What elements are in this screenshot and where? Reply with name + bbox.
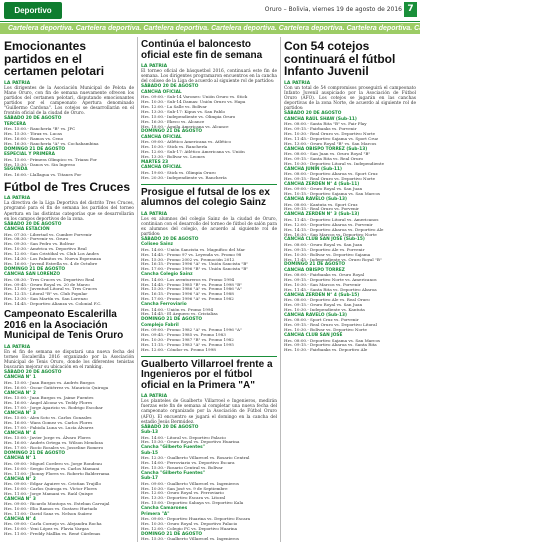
schedule-heading: CANCHA N° 4 — [4, 430, 36, 436]
article-title: Prosigue el futsal de los ex alumnos del colegio Sainz — [141, 186, 270, 208]
schedule-line: Hrs. 15:30.- Tórax vs. Lucas — [4, 131, 63, 137]
schedule-line: Hrs. 10:30.- Deportivo Litoral vs. Independiente — [284, 160, 384, 166]
schedule-line: Hrs. 09:00.- Atlético Americana vs. Atlético — [141, 139, 231, 145]
schedule-heading: SÁBADO 20 DE AGOSTO — [141, 84, 199, 90]
schedule-line: Hrs. 08:00.- Kantuta vs. Sport Cruz — [284, 201, 358, 207]
article-tenis — [4, 310, 134, 537]
schedule-line: Hrs. 19:00.- Stick vs. Olimpia Oruro — [141, 169, 216, 175]
schedule-line: Hrs. 15:00.- Deportivo Sabaya vs. Deportivo Kala — [141, 500, 244, 506]
schedule-line: Hrs. 17:00.- Promo 1996 "B" vs. Unión Sancista "B" — [141, 266, 249, 272]
schedule-line: Hrs. 09:00.- Carla Cornejo vs. Alejandra Rocha — [4, 521, 102, 527]
schedule-line: Hrs. 17:00.- Rocío Rosales vs. Josseline Romero — [4, 445, 104, 451]
schedule-line: Hrs. 13:00.- Oruro Royal "B" vs. San Marcos — [284, 140, 377, 146]
schedule-list — [141, 237, 277, 353]
schedule-line: Hrs. 10:00.- Elio Ramos vs. Gustavo Hurtado — [4, 505, 98, 511]
section-band: Cartelera deportiva. Cartelera deportiva. Cartelera deportiva. Cartelera deportiva. Cartelera deportiva. Cartelera deportiva. Cartelera deportiva. Cartelera deportiva. — [0, 23, 420, 34]
schedule-line: Hrs. 16:00.- Juvenil Estrella vs. 4 de Octubre — [4, 260, 98, 266]
schedule-line: Hrs. 10:00.- Yeni López vs. Flavia Vargas — [4, 526, 89, 532]
schedule-line: Hrs. 09:00.- Oruro Royal vs. San Juan — [284, 186, 363, 192]
article-body: La directiva de la Liga Deportiva del distrito Tres Cruces, programó para el fin de semana los partidos del torneo Apertura en las distintas categorías que se desarrollarán en los campos deportivos de la zona. — [4, 201, 134, 222]
schedule-heading: CANCHA CLUB SAN JOSÉ (Sub-15) — [284, 237, 365, 243]
schedule-line: Hrs. 08:00.- Deportivo Sajama vs. San Marcos — [284, 337, 381, 343]
article-title: Emocionantes partidos en el certamen pelotari — [4, 39, 105, 79]
schedule-heading: ESPECIAL Y PRIMERA — [4, 152, 55, 158]
schedule-list — [4, 370, 134, 537]
schedule-heading: CANCHA ZERDEN N° 4 (Sub-11) — [284, 181, 360, 187]
schedule-heading: SÁBADO 20 DE AGOSTO — [4, 116, 62, 122]
schedule-line: Hrs. 16:15.- Promo 1996 "A" vs. Promo 1988 — [141, 291, 234, 297]
column-right — [284, 37, 416, 356]
schedule-line: Hrs. 14:45.- Promo 1985 "B" vs. Promo 1998 "B" — [141, 281, 242, 287]
schedule-line: Hrs. 14:00.- Unión Sancista vs. Magnifico del Mar — [141, 246, 246, 252]
column-left — [4, 37, 134, 540]
article-title: Gualberto Villarroel frente a Ingenieros por el fútbol oficial en la Primera "A" — [141, 358, 273, 391]
schedule-heading: CANCHA N° 3 — [4, 410, 36, 416]
schedule-line: Hrs. 10:30.- Oruro Royal vs. Deportivo Palacio — [141, 520, 238, 526]
schedule-line: Hrs. 08:00.- Fairbanks vs. Oruro Royal — [284, 272, 365, 278]
schedule-line: Hrs. 10:00.- Carlos Quiroga vs. Víctor Flores — [4, 485, 97, 491]
schedule-line: Hrs. 16:30.- San Marcos vs. Deportivo Norte — [284, 231, 377, 237]
schedule-line: Hrs. 10:30.- San José vs. 9 de Septiembre — [141, 485, 228, 491]
schedule-line: Hrs. 08:30.- Porvenir vs. Oruro — [4, 236, 69, 242]
schedule-line: Hrs. 10:30.- Independiente vs. Kantuta — [284, 307, 365, 313]
schedule-line: Hrs. 09:15.- Deportivo Ale vs. Porvenir — [284, 246, 365, 252]
schedule-line: Hrs. 10:30.- Fairbanks vs. Deportivo Ale — [284, 347, 368, 353]
schedule-heading: SÁBADO 20 DE AGOSTO — [141, 424, 199, 430]
schedule-line: Hrs. 16:00.- Andrés Ortega vs. Wilson Mendoza — [4, 440, 103, 446]
schedule-line: Hrs. 12:30.- Gualberto Villarroel vs. Rosario Central — [141, 455, 250, 461]
schedule-heading: Cancha Ferroviario — [141, 302, 187, 308]
schedule-line: Hrs. 15:00.- Ranchería "B" vs. JPC — [4, 126, 76, 132]
schedule-line: Hrs. 16:30.- Ekeco vs. Alcance — [141, 118, 205, 124]
schedule-list — [4, 222, 134, 307]
article-title: Con 54 cotejos continuará el fútbol Infanto Juvenil — [284, 39, 396, 79]
schedule-heading: Coliseo Sainz — [141, 242, 173, 248]
schedule-line: Hrs. 09:00.- Deportivo Huarina vs. Deportivo Escara — [141, 516, 251, 521]
schedule-line: Hrs. 12:00.- Colegio FC vs. Deportivo Huarina — [141, 525, 238, 531]
schedule-line: Hrs. 20:30.- Independiente vs. Ranchería — [141, 174, 227, 180]
schedule-heading: CANCHA N° 4 — [4, 516, 36, 522]
schedule-line: Hrs. 14:45.- Promo 97 vs. Leyenda vs. Promo 98 — [141, 251, 242, 257]
schedule-line: Hrs. 09:00.- Ricardo Montoya vs. Esteban Carvajal — [4, 501, 110, 507]
header-date: Oruro – Bolivia, viernes 19 de agosto de 2016 — [264, 6, 402, 13]
article-title: Fútbol de Tres Cruces — [4, 179, 131, 194]
schedule-heading: DOMINGO 21 DE AGOSTO — [284, 262, 346, 268]
schedule-line: Hrs. 08:00.- Deportivo Abaroa vs. Sport Cruz — [284, 171, 378, 177]
schedule-line: Hrs. 13:30.- Deportivo Escara vs. Litoral — [141, 495, 226, 501]
column-divider — [137, 37, 138, 542]
schedule-line: Hrs. 14:00.- Litoral vs. Deportivo Palacio — [141, 434, 226, 440]
schedule-line: Hrs. 11:15.- Promo 1983 "A" vs. Promo 1995 — [141, 341, 234, 347]
article-body: En el fin de semana se disputará una nueva fecha del torneo Escalerilla 2016 organizado por la Asociación Municipal de Tenis Oruro, donde los diferentes tenistas buscarán mejorar su ubicación en el ranking. — [4, 349, 134, 370]
schedule-line: Hrs. 09:15.- Real Oruro vs. Deportivo Litoral — [284, 322, 377, 328]
schedule-line: Hrs. 16:00.- Ramos vs. Ceno — [4, 135, 64, 141]
schedule-heading: Sub-15 — [141, 450, 158, 456]
article-title: Continúa el baloncesto oficial este fin de semana — [141, 39, 263, 61]
article-pelotari — [4, 40, 134, 178]
schedule-line: Hrs. 11:45.- Independiente vs. Oruro Royal "B" — [284, 256, 382, 262]
schedule-line: Hrs. 15:00.- Independiente vs. Olimpia Oruro — [141, 113, 236, 119]
schedule-line: Hrs. 16:00.- Llallagua vs. Titanes For — [4, 171, 82, 177]
schedule-heading: SÁBADO 20 DE AGOSTO — [141, 236, 199, 242]
schedule-line: Hrs. 09:00.- Promo 1982 "A" vs. Promo 1996 "A" — [141, 327, 242, 333]
schedule-line: Hrs. 14:45.- Deportivo Alianza vs. Colonial F.C. — [4, 301, 102, 307]
schedule-line: Hrs. 10:30.- Stick vs. Ranchería — [141, 144, 208, 150]
schedule-line: Hrs. 10:00.- Sergio Ortega vs. Carlos Mamani — [4, 465, 100, 471]
schedule-line: Hrs. 12:00.- Deportivo Abaroa vs. Porvenir — [284, 221, 373, 227]
article-kicker: LA PATRIA — [4, 196, 31, 202]
schedule-heading: CANCHA RAÚL SHAW (Sub-11) — [284, 116, 357, 122]
schedule-list — [141, 425, 277, 542]
schedule-line: Hrs. 17:00.- Promo 1996 "A" vs. Promo 1982 — [141, 296, 234, 302]
schedule-line: Hrs. 08:00.- Santa Rita "B" vs. Fair Play — [284, 121, 367, 127]
schedule-line: Hrs. 09:00.- Miguel Cordero vs. Jorge Rondeau — [4, 460, 102, 466]
schedule-heading: CANCHA OFICIAL — [141, 89, 182, 95]
page-number: 7 — [404, 2, 417, 17]
schedule-line: Hrs. 10:15.- Deportivo Sajama vs. San Marcos — [284, 191, 381, 197]
schedule-heading: CANCHA ZERDEN N° 3 (Sub-13) — [284, 212, 360, 218]
schedule-line: Hrs. 09:15.- Deportivo Abaroa vs. Santa Rita — [284, 342, 377, 348]
schedule-line: Hrs. 16:00.- Ángel Alconz vs. Teddy Flores — [4, 399, 93, 405]
schedule-heading: Cancha "Gilberto Fuentes" — [141, 470, 205, 476]
schedule-heading: CANCHA OBISPO TORREZ — [284, 267, 345, 273]
schedule-line: Hrs. 09:45.- Promo 1985 vs. Promo 1983 — [141, 332, 226, 338]
schedule-line: Hrs. 10:30.- Bolívar vs. Deportivo Norte — [284, 327, 367, 333]
schedule-line: Hrs. 15:30.- Promo 1986 "A" vs. Promo 1986 "A" — [141, 286, 242, 292]
schedule-line: Hrs. 09:15.- Santa Rita vs. Real Oruro — [284, 155, 364, 161]
schedule-heading: CANCHA N° 1 — [4, 456, 36, 462]
schedule-line: Hrs. 11:00.- Freddy Mallku vs. René Cárdenas — [4, 530, 101, 536]
schedule-heading: DOMINGO 21 DE AGOSTO — [141, 317, 203, 323]
schedule-line: Hrs. 09:15.- Real Oruro vs. Deportivo Norte — [284, 176, 376, 182]
schedule-line: Hrs. 10:30.- Promo 1987 "B" vs. Promo 1982 — [141, 337, 234, 342]
schedule-line: Hrs. 16:00.- Oscar Gutiérrez vs. Mauricio Quiroga — [4, 384, 109, 390]
schedule-line: Hrs. 16:15.- Promo 1996 "A" vs. Unión Sancista "B" — [141, 261, 249, 267]
schedule-line: Hrs. 12:00.- Cóndor vs. Promo 1998 — [141, 346, 216, 352]
schedule-line: Hrs. 13:30.- San Martín vs. San Lorenzo — [4, 296, 88, 302]
schedule-line: Hrs. 17:00.- Jorge Aparicio vs. Rodrigo Escobar — [4, 404, 103, 410]
schedule-heading: CANCHA OFICIAL — [141, 165, 182, 171]
schedule-heading: TERCERA — [4, 121, 26, 127]
schedule-heading: CANCHA N° 3 — [4, 496, 36, 502]
article-body: Los ex alumnos del colegio Sainz de la ciudad de Oruro, continúan con el desarrollo del torneo de fútbol de salón para ex alumnos del colegio, de acuerdo al siguiente rol de partidos: — [141, 216, 277, 237]
schedule-heading: CANCHA OFICIAL — [141, 134, 182, 140]
article-primera-a — [141, 360, 277, 542]
schedule-heading: CANCHA CLUB SAN JOSÉ — [284, 333, 343, 339]
article-kicker: LA PATRIA — [284, 80, 311, 86]
schedule-heading: DOMINGO 21 DE AGOSTO — [4, 146, 66, 152]
schedule-line: Hrs. 10:30.- Bolívar vs. Deportivo Sajama — [284, 251, 371, 257]
schedule-line: Hrs. 11:00.- David Sanz vs. Nelson Suárez — [4, 510, 92, 516]
page-header — [0, 0, 420, 22]
section-rule — [141, 184, 277, 185]
schedule-heading: DOMINGO 21 DE AGOSTO — [141, 531, 203, 537]
schedule-heading: Complejo Fabril — [141, 322, 179, 328]
schedule-line: Hrs. 08:00.- Oruro Royal vs. San Juan — [284, 241, 363, 247]
schedule-heading: Cancha "Gilberto Fuentes" — [141, 445, 205, 451]
schedule-heading: CANCHA N° 2 — [4, 476, 36, 482]
schedule-line: Hrs. 14:00.- Unión vs. Promo 1994 — [141, 306, 214, 312]
schedule-line: Hrs. 08:00.- San Juan vs. Oruro Royal "B" — [284, 151, 371, 156]
schedule-line: Hrs. 11:00.- Jhonny Flores vs. Roberto Balderrama — [4, 470, 110, 476]
schedule-line: Hrs. 11:00.- Jorge Mamani vs. Raúl Quispe — [4, 490, 93, 496]
schedule-list — [141, 84, 277, 180]
column-divider — [280, 37, 281, 542]
schedule-line: Hrs. 15:30.- Promo 2002 vs. Promoción 2012 — [141, 256, 235, 262]
schedule-line: Hrs. 10:30.- San Marcos vs. Porvenir — [284, 282, 361, 288]
schedule-heading: CANCHA JUNÍN (Sub-11) — [284, 166, 342, 172]
schedule-line: Hrs. 09:15.- Deportivo Norte vs. Americanos — [284, 277, 377, 283]
schedule-line: Hrs. 10:30.- Real Oruro vs. Deportivo Norte — [284, 130, 376, 136]
article-kicker: LA PATRIA — [141, 394, 168, 400]
schedule-heading: Sub-17 — [141, 476, 158, 482]
schedule-line: Hrs. 16:00.- Wara Gomez vs. Carlos Flores — [4, 420, 93, 426]
schedule-heading: CANCHA RAVELO (Sub-13) — [284, 197, 347, 203]
section-rule — [141, 356, 277, 357]
schedule-line: Hrs. 18:00.- Águila Americana vs. Alcance — [141, 123, 229, 129]
schedule-heading: DOMINGO 21 DE AGOSTO — [141, 129, 203, 135]
schedule-heading: DOMINGO 21 DE AGOSTO — [4, 266, 66, 272]
schedule-heading: Primera "A" — [141, 511, 170, 517]
schedule-line: Hrs. 08:00.- Deportivo Ale vs. Real Oruro — [284, 297, 370, 303]
schedule-heading: Sub-13 — [141, 430, 158, 436]
article-title: Campeonato Escalerilla 2016 en la Asociación Municipal de Tenis Oruro — [4, 309, 124, 342]
schedule-line: Hrs. 15:30.- Oruro Royal vs. Deportivo Huarina — [141, 439, 240, 445]
schedule-heading: Cancha Colegio Sainz — [141, 272, 193, 278]
schedule-heading: DOMINGO 21 DE AGOSTO — [4, 450, 66, 456]
article-body: Los planteles de Gualberto Villarroel e Ingenieros, medirán fuerzas este fin de semana al completar una nueva fecha del campeonato organizado por la Asociación de Fútbol Oruro (AFO). El encuentro se jugará el domingo en la cancha del estadio Jesús Bermúdez. — [141, 399, 277, 425]
article-tres-cruces — [4, 181, 134, 307]
schedule-heading: CANCHA RAVELO (Sub-13) — [284, 313, 347, 318]
schedule-line: Hrs. 09:15.- Oruro Royal vs. San Juan — [284, 302, 363, 308]
article-body: Con un total de 54 compromisos proseguirá el campeonato Infanto Juvenil auspiciado por la Asociación de Fútbol Oruro (AFO). Los cotejos se jugarán en las canchas deportivas de la zona Norte, de acuerdo al siguiente rol de partidos: — [284, 85, 416, 112]
schedule-line: Hrs. 08:00.- Sport Cruz vs. Porvenir — [284, 317, 359, 323]
schedule-line: Hrs. 12:15.- Litoral "B" vs. Club Popular — [4, 291, 88, 297]
schedule-heading: Cancha Camarones — [141, 506, 188, 512]
schedule-line: Hrs. 09:00.- Gualberto Villarroel vs. Ingenieros — [141, 480, 239, 486]
schedule-line: Hrs. 13:30.- Sub-17: Kipus vs. San Pablo — [141, 108, 225, 114]
schedule-heading: SEGUNDA — [4, 167, 28, 173]
schedule-line: Hrs. 15:00.- Javier Jorge vs. Álvaro Flores — [4, 435, 91, 441]
schedule-line: Hrs. 15:30.- Danos vs. Sin Ingreso — [4, 161, 76, 167]
schedule-line: Hrs. 15:00.- Juan Burgos vs. Andrés Burgos — [4, 379, 95, 385]
schedule-line: Hrs. 12:00.- Oruro Royal vs. Ferroviario — [141, 490, 224, 496]
schedule-line: Hrs. 07:30.- Libertad vs. Cumbre Porvenir — [4, 231, 92, 237]
article-body: Los dirigentes de la Asociación Municipal de Pelota de Mano Oruro, con fin de semana nuevamente ofrecen los partidos del certamen pelotari, disputando emocionantes partidos por el campeonato Apertura denominado "Guillermo Cardona". Los cotejos se desarrollarán en el frontón oficial de la ciudad de Oruro. — [4, 85, 134, 117]
schedule-line: Hrs. 09:15.- Fairbanks vs. Porvenir — [284, 125, 357, 131]
schedule-line: Hrs. 14:00.- Ferroviario vs. Deportivo Escara — [141, 460, 235, 466]
schedule-heading: MARTES 23 — [141, 159, 169, 165]
newspaper-logo: Deportivo — [4, 2, 62, 19]
schedule-line: Hrs. 16:30.- Ranchería "A" vs. Cochabambina — [4, 140, 99, 146]
schedule-line: Hrs. 08:30.- Tres Cruces vs. Deportivo Real — [4, 276, 95, 282]
schedule-line: Hrs. 10:30.- América vs. Deportivo Real — [4, 246, 87, 252]
schedule-line: Hrs. 12:00.- San Cristóbal vs. Club Los Andes — [4, 251, 99, 257]
schedule-line: Hrs. 13:30.- Bolívar vs. Leones — [141, 153, 205, 159]
schedule-line: Hrs. 09:00.- Edgar Aguirre vs. Cristian Trujillo — [4, 480, 101, 486]
schedule-heading: SÁBADO 20 DE AGOSTO — [4, 369, 62, 375]
schedule-heading: SÁBADO 20 DE AGOSTO — [284, 111, 342, 117]
schedule-line: Hrs. 09:00.- Sub-14 Varones: Unión Oruro vs. Stick — [141, 94, 248, 100]
schedule-line: Hrs. 15:00.- Juan Burgos vs. Jaime Fuentes — [4, 395, 94, 400]
schedule-line: Hrs. 15:30.- Rosario Central vs. Bolívar — [141, 464, 223, 470]
column-middle — [141, 37, 277, 545]
schedule-line: Hrs. 14:00.- Los aventureros vs. Promo 1994 — [141, 276, 235, 282]
article-futsal — [141, 188, 277, 353]
schedule-line: Hrs. 11:00.- Juventud Litoral vs. Tres Cruces — [4, 286, 98, 292]
schedule-line: Hrs. 11:45.- Deportivo Sajama vs. Sport Cruz — [284, 135, 379, 141]
schedule-list — [4, 116, 134, 177]
schedule-line: Hrs. 14:15.- Deportivo Abaroa vs. Deportivo Ale — [284, 226, 384, 232]
article-kicker: LA PATRIA — [4, 344, 31, 350]
schedule-line: Hrs. 12:00.- La Salle vs. Bolívar — [141, 103, 207, 109]
article-infanto — [284, 40, 416, 353]
article-kicker: LA PATRIA — [141, 64, 168, 69]
schedule-line: Hrs. 11:45.- Santa Rita vs. Deportivo Abaroa — [284, 286, 377, 292]
schedule-line: Hrs. 15:30.- Gualberto Villarroel vs. Ingenieros — [141, 536, 239, 542]
schedule-line: Hrs. 17:00.- Fabiola Luna vs. Lucía Álvarez — [4, 424, 94, 430]
schedule-line: Hrs. 09:30.- San Pedro vs. Bolívar — [4, 241, 75, 247]
article-kicker: LA PATRIA — [141, 211, 168, 217]
schedule-line: Hrs. 15:00.- Primera Olímpico vs. Trianu For — [4, 156, 97, 162]
schedule-line: Hrs. 10:30.- Sub-14 Damas: Unión Oruro vs. Hapa — [141, 99, 246, 104]
schedule-list — [284, 111, 416, 353]
schedule-heading: CANCHA N° 2 — [4, 390, 36, 396]
article-baloncesto — [141, 40, 277, 181]
article-kicker: LA PATRIA — [4, 80, 31, 86]
schedule-line: Hrs. 11:45.- Deportivo Litoral vs. Americanos — [284, 216, 379, 222]
schedule-heading: CANCHA ESTACIÓN — [4, 227, 50, 233]
schedule-heading: SÁBADO 20 DE AGOSTO — [4, 221, 62, 227]
schedule-line: Hrs. 12:00.- Sub-17: Atlético Americana vs. Unión — [141, 149, 245, 155]
schedule-line: Hrs. 14:45.- El Arquero vs. Cristaliza — [141, 311, 218, 317]
schedule-line: Hrs. 09:15.- Real Oruro vs. Porvenir — [284, 206, 359, 212]
schedule-heading: CANCHA SAN LORENZO — [4, 272, 61, 278]
schedule-heading: CANCHA ZERDEN N° 4 (Sub-15) — [284, 292, 360, 298]
schedule-heading: CANCHA OBISPO TORREZ (Sub-13) — [284, 146, 368, 152]
schedule-line: Hrs. 14:30.- Los Palmitos vs. Nueva Esperanza — [4, 256, 102, 262]
schedule-line: Hrs. 09:45.- Oruro Royal vs. 20 de Marzo — [4, 281, 90, 287]
schedule-heading: CANCHA N° 1 — [4, 375, 36, 381]
schedule-line: Hrs. 15:00.- Alex Soto vs. Carlos Gonzales — [4, 415, 92, 421]
article-body: El torneo oficial de básquetbol 2016, continuará este fin de semana. Los dirigentes programaron encuentros en la cancha del coliseo de la Liga de acuerdo al siguiente rol de partidos: — [141, 69, 277, 85]
